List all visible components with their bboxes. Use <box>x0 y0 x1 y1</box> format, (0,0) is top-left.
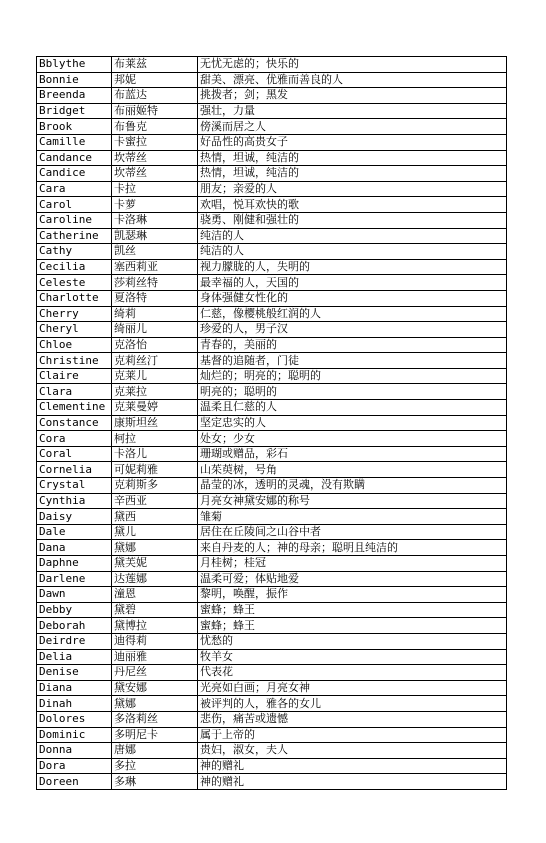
english-name-cell: Christine <box>37 353 112 369</box>
meaning-cell: 忧愁的 <box>198 633 507 649</box>
table-row <box>37 711 507 727</box>
chinese-name-cell: 卡萝 <box>112 197 198 213</box>
meaning-cell: 朋友；亲爱的人 <box>198 181 507 197</box>
chinese-name-cell: 黛芙妮 <box>112 556 198 572</box>
table-row <box>37 384 507 400</box>
english-name-cell: Bonnie <box>37 72 112 88</box>
chinese-name-cell: 黛碧 <box>112 602 198 618</box>
english-name-cell: Cornelia <box>37 462 112 478</box>
meaning-cell: 甜美、漂亮、优雅而善良的人 <box>198 72 507 88</box>
english-name-cell: Dale <box>37 524 112 540</box>
meaning-cell: 强壮，力量 <box>198 103 507 119</box>
meaning-cell: 珊瑚或赠品，彩石 <box>198 446 507 462</box>
meaning-cell: 基督的追随者，门徒 <box>198 353 507 369</box>
meaning-cell: 身体强健女性化的 <box>198 290 507 306</box>
english-name-cell: Claire <box>37 368 112 384</box>
table-row <box>37 197 507 213</box>
table-row <box>37 275 507 291</box>
chinese-name-cell: 夏洛特 <box>112 290 198 306</box>
chinese-name-cell: 卡拉 <box>112 181 198 197</box>
english-name-cell: Deirdre <box>37 633 112 649</box>
chinese-name-cell: 布蓝达 <box>112 88 198 104</box>
table-row <box>37 353 507 369</box>
english-name-cell: Constance <box>37 415 112 431</box>
english-name-cell: Cherry <box>37 306 112 322</box>
table-row <box>37 446 507 462</box>
table-row <box>37 587 507 603</box>
meaning-cell: 牧羊女 <box>198 649 507 665</box>
chinese-name-cell: 唐娜 <box>112 743 198 759</box>
english-name-cell: Dinah <box>37 696 112 712</box>
english-name-cell: Darlene <box>37 571 112 587</box>
chinese-name-cell: 布鲁克 <box>112 119 198 135</box>
meaning-cell: 珍爱的人，男子汉 <box>198 322 507 338</box>
table-row <box>37 633 507 649</box>
english-name-cell: Donna <box>37 743 112 759</box>
table-row <box>37 509 507 525</box>
english-name-cell: Daphne <box>37 556 112 572</box>
english-name-cell: Clementine <box>37 400 112 416</box>
chinese-name-cell: 绮丽儿 <box>112 322 198 338</box>
meaning-cell: 好品性的高贵女子 <box>198 134 507 150</box>
meaning-cell: 晶莹的冰，透明的灵魂，没有欺瞒 <box>198 478 507 494</box>
chinese-name-cell: 卡洛琳 <box>112 212 198 228</box>
table-row <box>37 212 507 228</box>
chinese-name-cell: 康斯坦丝 <box>112 415 198 431</box>
chinese-name-cell: 坎蒂丝 <box>112 150 198 166</box>
meaning-cell: 蜜蜂；蜂王 <box>198 618 507 634</box>
english-name-cell: Charlotte <box>37 290 112 306</box>
chinese-name-cell: 坎蒂丝 <box>112 166 198 182</box>
table-row <box>37 166 507 182</box>
table-row <box>37 431 507 447</box>
meaning-cell: 来自丹麦的人；神的母亲；聪明且纯洁的 <box>198 540 507 556</box>
meaning-cell: 悲伤，痛苦或遗憾 <box>198 711 507 727</box>
meaning-cell: 骁勇、刚健和强壮的 <box>198 212 507 228</box>
meaning-cell: 光亮如白画；月亮女神 <box>198 680 507 696</box>
chinese-name-cell: 凯瑟琳 <box>112 228 198 244</box>
chinese-name-cell: 多洛莉丝 <box>112 711 198 727</box>
table-row <box>37 290 507 306</box>
chinese-name-cell: 迪丽雅 <box>112 649 198 665</box>
chinese-name-cell: 卡蜜拉 <box>112 134 198 150</box>
table-row <box>37 556 507 572</box>
english-name-cell: Bridget <box>37 103 112 119</box>
english-name-cell: Dora <box>37 758 112 774</box>
meaning-cell: 代表花 <box>198 665 507 681</box>
english-name-cell: Celeste <box>37 275 112 291</box>
english-name-cell: Brook <box>37 119 112 135</box>
meaning-cell: 坚定忠实的人 <box>198 415 507 431</box>
english-name-cell: Cecilia <box>37 259 112 275</box>
meaning-cell: 热情，坦诚，纯洁的 <box>198 166 507 182</box>
table-row <box>37 119 507 135</box>
meaning-cell: 温柔且仁慈的人 <box>198 400 507 416</box>
meaning-cell: 雏菊 <box>198 509 507 525</box>
meaning-cell: 居住在丘陵间之山谷中者 <box>198 524 507 540</box>
chinese-name-cell: 潼恩 <box>112 587 198 603</box>
chinese-name-cell: 布丽姬特 <box>112 103 198 119</box>
meaning-cell: 明亮的；聪明的 <box>198 384 507 400</box>
meaning-cell: 蜜蜂；蜂王 <box>198 602 507 618</box>
meaning-cell: 热情，坦诚，纯洁的 <box>198 150 507 166</box>
table-row <box>37 103 507 119</box>
table-row <box>37 415 507 431</box>
chinese-name-cell: 黛儿 <box>112 524 198 540</box>
english-name-cell: Cheryl <box>37 322 112 338</box>
meaning-cell: 温柔可爱；体贴地爱 <box>198 571 507 587</box>
meaning-cell: 属于上帝的 <box>198 727 507 743</box>
english-name-cell: Candance <box>37 150 112 166</box>
chinese-name-cell: 克莉斯多 <box>112 478 198 494</box>
english-name-cell: Doreen <box>37 774 112 790</box>
table-row <box>37 181 507 197</box>
chinese-name-cell: 多拉 <box>112 758 198 774</box>
chinese-name-cell: 卡洛儿 <box>112 446 198 462</box>
english-name-cell: Delia <box>37 649 112 665</box>
table-row <box>37 368 507 384</box>
meaning-cell: 无忧无虑的；快乐的 <box>198 57 507 73</box>
english-name-cell: Cynthia <box>37 493 112 509</box>
english-names-table <box>36 56 507 790</box>
table-row <box>37 322 507 338</box>
english-name-cell: Clara <box>37 384 112 400</box>
english-name-cell: Cora <box>37 431 112 447</box>
chinese-name-cell: 可妮莉雅 <box>112 462 198 478</box>
table-row <box>37 228 507 244</box>
meaning-cell: 处女；少女 <box>198 431 507 447</box>
chinese-name-cell: 绮莉 <box>112 306 198 322</box>
english-name-cell: Denise <box>37 665 112 681</box>
english-name-cell: Deborah <box>37 618 112 634</box>
english-name-cell: Chloe <box>37 337 112 353</box>
english-name-cell: Catherine <box>37 228 112 244</box>
english-name-cell: Cathy <box>37 244 112 260</box>
chinese-name-cell: 克莱拉 <box>112 384 198 400</box>
english-name-cell: Cara <box>37 181 112 197</box>
chinese-name-cell: 达莲娜 <box>112 571 198 587</box>
meaning-cell: 青春的，美丽的 <box>198 337 507 353</box>
table-row <box>37 649 507 665</box>
table-row <box>37 540 507 556</box>
table-row <box>37 306 507 322</box>
chinese-name-cell: 丹尼丝 <box>112 665 198 681</box>
table-row <box>37 665 507 681</box>
chinese-name-cell: 黛娜 <box>112 696 198 712</box>
chinese-name-cell: 凯丝 <box>112 244 198 260</box>
meaning-cell: 山茱萸树，号角 <box>198 462 507 478</box>
english-name-cell: Bblythe <box>37 57 112 73</box>
table-row <box>37 88 507 104</box>
table-row <box>37 462 507 478</box>
table-row <box>37 602 507 618</box>
english-name-cell: Coral <box>37 446 112 462</box>
meaning-cell: 灿烂的；明亮的；聪明的 <box>198 368 507 384</box>
table-row <box>37 727 507 743</box>
meaning-cell: 被评判的人，雅各的女儿 <box>198 696 507 712</box>
meaning-cell: 黎明，唤醒，振作 <box>198 587 507 603</box>
table-row <box>37 57 507 73</box>
chinese-name-cell: 多琳 <box>112 774 198 790</box>
table-row <box>37 571 507 587</box>
meaning-cell: 最幸福的人，天国的 <box>198 275 507 291</box>
chinese-name-cell: 黛安娜 <box>112 680 198 696</box>
chinese-name-cell: 邦妮 <box>112 72 198 88</box>
chinese-name-cell: 克洛怡 <box>112 337 198 353</box>
english-name-cell: Camille <box>37 134 112 150</box>
english-name-cell: Carol <box>37 197 112 213</box>
english-name-cell: Dominic <box>37 727 112 743</box>
chinese-name-cell: 克莉丝汀 <box>112 353 198 369</box>
chinese-name-cell: 布莱兹 <box>112 57 198 73</box>
english-name-cell: Candice <box>37 166 112 182</box>
table-row <box>37 150 507 166</box>
table-row <box>37 134 507 150</box>
table-row <box>37 493 507 509</box>
english-name-cell: Debby <box>37 602 112 618</box>
english-name-cell: Diana <box>37 680 112 696</box>
table-row <box>37 758 507 774</box>
chinese-name-cell: 黛西 <box>112 509 198 525</box>
names-table-body <box>37 57 507 790</box>
meaning-cell: 贵妇，淑女，夫人 <box>198 743 507 759</box>
english-name-cell: Crystal <box>37 478 112 494</box>
english-name-cell: Dawn <box>37 587 112 603</box>
table-row <box>37 774 507 790</box>
meaning-cell: 月亮女神黛安娜的称号 <box>198 493 507 509</box>
meaning-cell: 月桂树；桂冠 <box>198 556 507 572</box>
meaning-cell: 欢唱，悦耳欢快的歌 <box>198 197 507 213</box>
table-row <box>37 72 507 88</box>
english-name-cell: Caroline <box>37 212 112 228</box>
meaning-cell: 纯洁的人 <box>198 244 507 260</box>
chinese-name-cell: 塞西莉亚 <box>112 259 198 275</box>
english-name-cell: Dana <box>37 540 112 556</box>
meaning-cell: 傍溪而居之人 <box>198 119 507 135</box>
english-name-cell: Dolores <box>37 711 112 727</box>
table-row <box>37 478 507 494</box>
english-name-cell: Breenda <box>37 88 112 104</box>
meaning-cell: 挑拨者；剑；黑发 <box>198 88 507 104</box>
table-row <box>37 259 507 275</box>
meaning-cell: 神的赠礼 <box>198 774 507 790</box>
chinese-name-cell: 辛西亚 <box>112 493 198 509</box>
table-row <box>37 618 507 634</box>
meaning-cell: 仁慈，像樱桃般红润的人 <box>198 306 507 322</box>
table-row <box>37 337 507 353</box>
meaning-cell: 纯洁的人 <box>198 228 507 244</box>
table-row <box>37 680 507 696</box>
table-row <box>37 743 507 759</box>
table-row <box>37 244 507 260</box>
chinese-name-cell: 黛娜 <box>112 540 198 556</box>
meaning-cell: 视力朦胧的人，失明的 <box>198 259 507 275</box>
chinese-name-cell: 莎莉丝特 <box>112 275 198 291</box>
chinese-name-cell: 多明尼卡 <box>112 727 198 743</box>
table-row <box>37 524 507 540</box>
chinese-name-cell: 柯拉 <box>112 431 198 447</box>
table-row <box>37 696 507 712</box>
meaning-cell: 神的赠礼 <box>198 758 507 774</box>
chinese-name-cell: 克莱曼婷 <box>112 400 198 416</box>
chinese-name-cell: 迪得莉 <box>112 633 198 649</box>
chinese-name-cell: 黛博拉 <box>112 618 198 634</box>
english-name-cell: Daisy <box>37 509 112 525</box>
chinese-name-cell: 克莱儿 <box>112 368 198 384</box>
table-row <box>37 400 507 416</box>
